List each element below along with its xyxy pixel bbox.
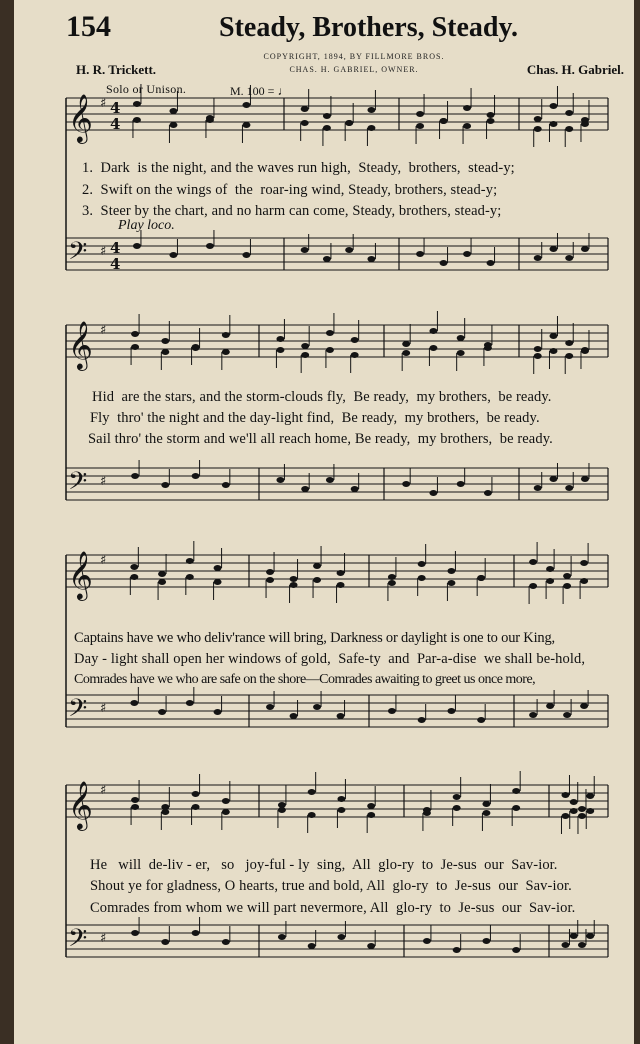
- bass-note-head: [580, 703, 588, 709]
- lyric-line: Shout ye for gladness, O hearts, true and bold, All glo-ry to Je-sus our Sav-ior.: [90, 878, 572, 894]
- note-head: [457, 335, 465, 341]
- note-head: [549, 103, 557, 109]
- note-head: [169, 108, 177, 114]
- bass-note-head: [529, 712, 537, 718]
- key-signature-sharp-icon: ♯: [100, 96, 107, 111]
- bass-note-head: [192, 473, 200, 479]
- treble-clef-icon: 𝄞: [68, 93, 93, 142]
- hymn-page: [14, 0, 634, 1044]
- note-head: [534, 116, 542, 122]
- note-head: [546, 566, 554, 572]
- bass-note-head: [290, 713, 298, 719]
- bass-note-head: [546, 703, 554, 709]
- note-head: [586, 793, 594, 799]
- note-head: [453, 794, 461, 800]
- note-head: [463, 123, 471, 129]
- key-signature-sharp-icon: ♯: [100, 553, 107, 568]
- note-head: [529, 559, 537, 565]
- note-head: [345, 120, 353, 126]
- note-head: [402, 350, 410, 356]
- bass-note-head: [484, 490, 492, 496]
- note-head: [192, 804, 200, 810]
- note-head: [367, 812, 375, 818]
- bass-clef-icon: 𝄢: [68, 467, 88, 502]
- note-head: [301, 120, 309, 126]
- bass-note-head: [169, 252, 177, 258]
- time-signature-bottom: 4: [110, 115, 121, 133]
- note-head: [222, 798, 230, 804]
- note-head: [337, 570, 345, 576]
- note-head: [131, 797, 139, 803]
- note-head: [326, 347, 334, 353]
- lyric-line: 3. Steer by the chart, and no harm can come, Steady, brothers, stead-y;: [82, 203, 502, 219]
- bass-note-head: [447, 708, 455, 714]
- bass-note-head: [131, 473, 139, 479]
- lyric-line: Sail thro' the storm and we'll all reach home, Be ready, my brothers, be ready.: [88, 431, 553, 447]
- note-head: [222, 809, 230, 815]
- note-head: [276, 336, 284, 342]
- bass-note-head: [214, 709, 222, 715]
- note-head: [561, 813, 569, 819]
- bass-note-head: [278, 934, 286, 940]
- bass-note-head: [581, 476, 589, 482]
- note-head: [192, 344, 200, 350]
- bass-note-head: [549, 476, 557, 482]
- note-head: [337, 582, 345, 588]
- bass-note-head: [367, 256, 375, 262]
- bass-note-head: [337, 713, 345, 719]
- performance-direction: Solo or Unison.: [106, 82, 187, 96]
- quarter-note-icon: ♩: [277, 84, 290, 98]
- copyright-line-1: COPYRIGHT, 1894, BY FILLMORE BROS.: [263, 52, 445, 61]
- lyric-line: Captains have we who deliv'rance will bring, Darkness or daylight is one to our King,: [74, 630, 555, 646]
- note-head: [169, 122, 177, 128]
- bass-note-head: [323, 256, 331, 262]
- note-head: [423, 810, 431, 816]
- bass-note-head: [161, 482, 169, 488]
- note-head: [529, 583, 537, 589]
- note-head: [487, 118, 495, 124]
- bass-note-head: [586, 933, 594, 939]
- note-head: [214, 565, 222, 571]
- bass-note-head: [266, 704, 274, 710]
- note-head: [429, 328, 437, 334]
- note-head: [457, 350, 465, 356]
- note-head: [242, 122, 250, 128]
- bass-note-head: [549, 246, 557, 252]
- note-head: [534, 346, 542, 352]
- bass-note-head: [242, 252, 250, 258]
- note-head: [453, 805, 461, 811]
- bass-note-head: [563, 712, 571, 718]
- note-head: [549, 348, 557, 354]
- lyric-line: Fly thro' the night and the day-light find, Be ready, my brothers, be ready.: [90, 410, 540, 426]
- note-head: [388, 574, 396, 580]
- bass-note-head: [301, 247, 309, 253]
- bass-note-head: [222, 482, 230, 488]
- note-head: [367, 107, 375, 113]
- note-head: [266, 577, 274, 583]
- note-head: [388, 580, 396, 586]
- note-head: [301, 343, 309, 349]
- note-head: [512, 788, 520, 794]
- note-head: [158, 571, 166, 577]
- note-head: [565, 340, 573, 346]
- bass-note-head: [161, 939, 169, 945]
- note-head: [133, 117, 141, 123]
- lyric-line: 1. Dark is the night, and the waves run high, Steady, brothers, stead-y;: [82, 160, 515, 176]
- note-head: [130, 564, 138, 570]
- note-head: [402, 341, 410, 347]
- note-head: [565, 353, 573, 359]
- note-head: [512, 805, 520, 811]
- bass-clef-icon: 𝄢: [68, 924, 88, 959]
- note-head: [222, 349, 230, 355]
- note-head: [580, 560, 588, 566]
- note-head: [429, 345, 437, 351]
- note-head: [447, 580, 455, 586]
- bass-note-head: [158, 709, 166, 715]
- note-head: [570, 808, 578, 814]
- bass-note-head: [301, 486, 309, 492]
- bass-note-head: [402, 481, 410, 487]
- note-head: [161, 338, 169, 344]
- key-signature-sharp-icon: ♯: [100, 783, 107, 798]
- note-head: [186, 574, 194, 580]
- note-head: [186, 558, 194, 564]
- note-head: [130, 574, 138, 580]
- note-head: [440, 118, 448, 124]
- bass-note-head: [487, 260, 495, 266]
- note-head: [565, 110, 573, 116]
- bass-note-head: [388, 708, 396, 714]
- bass-note-head: [130, 700, 138, 706]
- tempo-text: M. 100 =: [230, 84, 275, 98]
- note-head: [133, 101, 141, 107]
- time-signature-top: 4: [110, 99, 121, 117]
- bass-note-head: [418, 717, 426, 723]
- note-head: [308, 789, 316, 795]
- lyric-line: He will de-liv - er, so joy-ful - ly sing, All glo-ry to Je-sus our Sav-ior.: [90, 857, 558, 873]
- bass-note-head: [581, 246, 589, 252]
- lyric-line: Day - light shall open her windows of gold, Safe-ty and Par-a-dise we shall be-hold,: [74, 651, 586, 667]
- note-head: [561, 792, 569, 798]
- note-head: [549, 333, 557, 339]
- note-head: [242, 102, 250, 108]
- note-head: [580, 578, 588, 584]
- bass-note-head: [206, 243, 214, 249]
- note-head: [477, 575, 485, 581]
- note-head: [447, 568, 455, 574]
- bass-note-head: [453, 947, 461, 953]
- key-signature-sharp-icon: ♯: [100, 474, 107, 489]
- note-head: [266, 569, 274, 575]
- bass-note-head: [423, 938, 431, 944]
- bass-note-head: [337, 934, 345, 940]
- note-head: [337, 807, 345, 813]
- note-head: [546, 578, 554, 584]
- key-signature-sharp-icon: ♯: [100, 244, 107, 259]
- note-head: [581, 348, 589, 354]
- bass-note-head: [186, 700, 194, 706]
- note-head: [290, 582, 298, 588]
- note-head: [337, 796, 345, 802]
- composer-credit: Chas. H. Gabriel.: [526, 62, 624, 77]
- note-head: [586, 808, 594, 814]
- note-head: [416, 123, 424, 129]
- bass-note-head: [345, 247, 353, 253]
- note-head: [549, 121, 557, 127]
- note-head: [301, 106, 309, 112]
- key-signature-sharp-icon: ♯: [100, 323, 107, 338]
- bass-clef-icon: 𝄢: [68, 694, 88, 729]
- author-credit: H. R. Trickett.: [76, 62, 157, 77]
- note-head: [570, 799, 578, 805]
- time-signature-bottom: 4: [110, 255, 121, 273]
- note-head: [351, 337, 359, 343]
- note-head: [158, 579, 166, 585]
- note-head: [222, 332, 230, 338]
- bass-note-head: [578, 942, 586, 948]
- note-head: [351, 352, 359, 358]
- note-head: [534, 126, 542, 132]
- note-head: [276, 347, 284, 353]
- copyright-line-2: CHAS. H. GABRIEL, OWNER.: [289, 65, 419, 74]
- bass-note-head: [561, 942, 569, 948]
- note-head: [313, 563, 321, 569]
- bass-note-head: [133, 243, 141, 249]
- note-head: [323, 125, 331, 131]
- key-signature-sharp-icon: ♯: [100, 931, 107, 946]
- lyric-line: Comrades from whom we will part nevermore, All glo-ry to Je-sus our Sav-ior.: [90, 900, 576, 916]
- bass-note-head: [429, 490, 437, 496]
- note-head: [290, 576, 298, 582]
- note-head: [161, 349, 169, 355]
- bass-clef-icon: 𝄢: [68, 237, 88, 272]
- time-signature-top: 4: [110, 239, 121, 257]
- bass-note-head: [565, 485, 573, 491]
- note-head: [161, 809, 169, 815]
- bass-note-head: [222, 939, 230, 945]
- note-head: [131, 344, 139, 350]
- note-head: [214, 579, 222, 585]
- bass-note-head: [276, 477, 284, 483]
- note-head: [563, 573, 571, 579]
- lyric-line: Hid are the stars, and the storm-clouds fly, Be ready, my brothers, be ready.: [92, 389, 552, 405]
- note-head: [565, 126, 573, 132]
- note-head: [534, 353, 542, 359]
- note-head: [326, 330, 334, 336]
- bass-note-head: [416, 251, 424, 257]
- note-head: [463, 105, 471, 111]
- note-head: [487, 112, 495, 118]
- treble-clef-icon: 𝄞: [68, 320, 93, 369]
- bass-note-head: [570, 933, 578, 939]
- note-head: [367, 125, 375, 131]
- lyric-line: Comrades have we who are safe on the shore—Comrades awaiting to greet us once more,: [74, 672, 536, 687]
- note-head: [131, 804, 139, 810]
- note-head: [482, 810, 490, 816]
- note-head: [578, 806, 586, 812]
- bass-note-head: [512, 947, 520, 953]
- hymn-title: Steady, Brothers, Steady.: [219, 12, 518, 43]
- hymn-number: 154: [66, 10, 111, 43]
- note-head: [131, 331, 139, 337]
- bass-note-head: [367, 943, 375, 949]
- bass-note-head: [534, 255, 542, 261]
- bass-note-head: [457, 481, 465, 487]
- treble-clef-icon: 𝄞: [68, 550, 93, 599]
- note-head: [301, 352, 309, 358]
- note-head: [581, 121, 589, 127]
- note-head: [563, 583, 571, 589]
- note-head: [367, 803, 375, 809]
- bass-note-head: [477, 717, 485, 723]
- note-head: [418, 561, 426, 567]
- bass-note-head: [131, 930, 139, 936]
- note-head: [578, 813, 586, 819]
- note-head: [323, 113, 331, 119]
- bass-note-head: [463, 251, 471, 257]
- note-head: [418, 575, 426, 581]
- key-signature-sharp-icon: ♯: [100, 701, 107, 716]
- bass-note-head: [326, 477, 334, 483]
- bass-note-head: [482, 938, 490, 944]
- note-head: [192, 791, 200, 797]
- note-head: [484, 345, 492, 351]
- bass-note-head: [313, 704, 321, 710]
- bass-note-head: [351, 486, 359, 492]
- note-head: [482, 801, 490, 807]
- note-head: [313, 577, 321, 583]
- note-head: [416, 111, 424, 117]
- bass-note-head: [440, 260, 448, 266]
- bass-note-head: [534, 485, 542, 491]
- note-head: [278, 807, 286, 813]
- play-loco-direction: Play loco.: [118, 218, 175, 233]
- bass-note-head: [565, 255, 573, 261]
- note-head: [308, 812, 316, 818]
- note-head: [206, 117, 214, 123]
- bass-note-head: [192, 930, 200, 936]
- lyric-line: 2. Swift on the wings of the roar-ing wind, Steady, brothers, stead-y;: [82, 182, 498, 198]
- bass-note-head: [308, 943, 316, 949]
- treble-clef-icon: 𝄞: [68, 780, 93, 829]
